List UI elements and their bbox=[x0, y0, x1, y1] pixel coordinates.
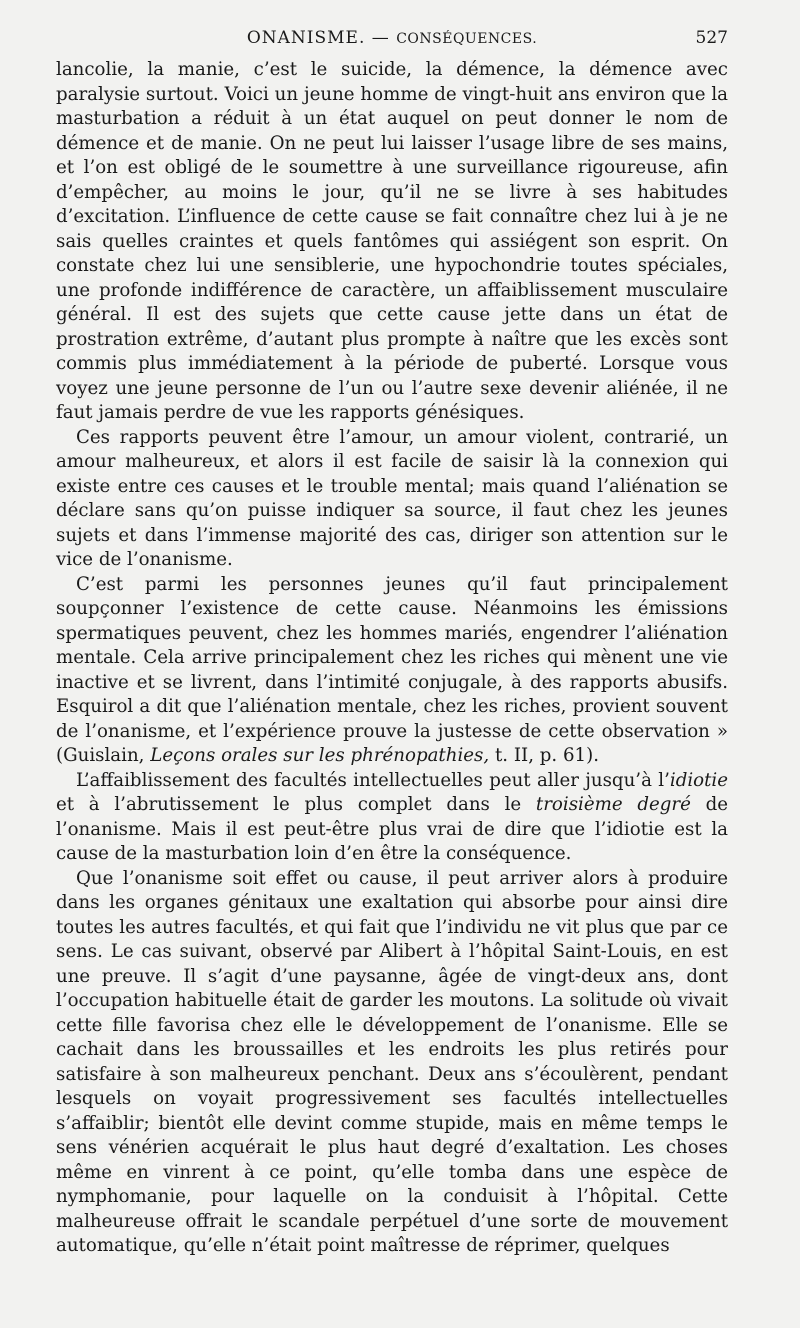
header-title bbox=[56, 28, 728, 48]
paragraph-4 bbox=[56, 769, 728, 867]
paragraph-5: Que l’onanisme soit effet ou cause, il peut arriver alors à produire dans les organes génitaux une exaltation qui absorbe pour ainsi dire toutes les autres facultés, et qui fait que l’individu ne vit plus que par ce sens. Le cas suivant, observé par Alibert à l’hôpital Saint-Louis, en est une preuve. Il s’agit d’une paysanne, âgée de vingt-deux ans, dont l’occupation habituelle était de garder les moutons. La solitude où vivait cette fille favorisa chez elle le développement de l’onanisme. Elle se cachait dans les broussailles et les endroits les plus retirés pour satisfaire à son malheureux penchant. Deux ans s’écoulèrent, pendant lesquels on voyait progressivement ses facultés intellectuelles s’affaiblir; bientôt elle devint comme stupide, mais en même temps le sens vénérien acquérait le plus haut degré d’exaltation. Les choses même en vinrent à ce point, qu’elle tomba dans une espèce de nymphomanie, pour laquelle on la conduisit à l’hôpital. Cette malheureuse offrait le scandale perpétuel d’une sorte de mouvement automatique, qu’elle n’était point maîtresse de réprimer, quelques bbox=[56, 867, 728, 1256]
paragraph-4-italic-degree: troisième degré bbox=[535, 794, 691, 815]
paragraph-4-italic-idiotie: idiotie bbox=[669, 769, 728, 791]
paragraph-3-text-b: t. II, p. 61). bbox=[494, 745, 599, 766]
header-title-separator: — bbox=[371, 28, 390, 48]
paragraph-3-citation-title: Leçons orales sur les phrénopathies, bbox=[150, 745, 490, 766]
paragraph-3 bbox=[56, 573, 728, 769]
paragraph-4-text-c: de l’onanisme. Mais il est peut-être plus vrai de dire que l’idiotie est la cause de la masturbation loin d’en être la conséquence. bbox=[56, 794, 728, 864]
paragraph-2: Ces rapports peuvent être l’amour, un amour violent, contrarié, un amour malheureux, et alors il est facile de saisir là la connexion qui existe entre ces causes et le trouble mental; mais quand l’aliénation se déclare sans qu’on puisse indiquer sa source, il faut chez les jeunes sujets et dans l’immense majorité des cas, diriger son attention sur le vice de l’onanisme. bbox=[56, 426, 728, 570]
body-text bbox=[56, 58, 728, 1259]
page-number: 527 bbox=[695, 28, 728, 48]
paragraph-4-text-a: L’affaiblissement des facultés intellectuelles peut aller jusqu’à l’ bbox=[76, 769, 670, 791]
header-title-sub: CONSÉQUENCES. bbox=[396, 31, 538, 47]
paragraph-3-text-a: C’est parmi les personnes jeunes qu’il faut principalement soupçonner l’existence de cette cause. Néanmoins les émissions spermatiques peuvent, chez les hommes mariés, engendrer l’aliénation mentale. Cela arrive principalement chez les riches qui mènent une vie inactive et se livrent, dans l’intimité conjugale, à des rapports abusifs. Esquirol a dit que l’aliénation mentale, chez les riches, provient souvent de l’onanisme, et l’expérience prouve la justesse de cette observation » (Guislain, bbox=[56, 573, 728, 766]
paragraph-1: lancolie, la manie, c’est le suicide, la démence, la démence avec paralysie surtout. Voici un jeune homme de vingt-huit ans environ que la masturbation a réduit à un état auquel on peut donner le nom de démence et de manie. On ne peut lui laisser l’usage libre de ses mains, et l’on est obligé de le soumettre à une surveillance rigoureuse, afin d’empêcher, au moins le jour, qu’il ne se livre à ses habitudes d’excitation. L’influence de cette cause se fait connaître chez lui à je ne sais quelles craintes et quels fantômes qui assiégent son esprit. On constate chez lui une sensiblerie, une hypochondrie toutes spéciales, une profonde indifférence de caractère, un affaiblissement musculaire général. Il est des sujets que cette cause jette dans un état de prostration extrême, d’autant plus prompte à naître que les excès sont commis plus immédiatement à la période de puberté. Lorsque vous voyez une jeune personne de l’un ou l’autre sexe devenir aliénée, il ne faut jamais perdre de vue les rapports génésiques. bbox=[56, 59, 728, 423]
running-header bbox=[56, 28, 728, 54]
paragraph-4-text-b: et à l’abrutissement le plus complet dans le bbox=[56, 794, 522, 815]
header-title-main: ONANISME. bbox=[246, 28, 366, 48]
